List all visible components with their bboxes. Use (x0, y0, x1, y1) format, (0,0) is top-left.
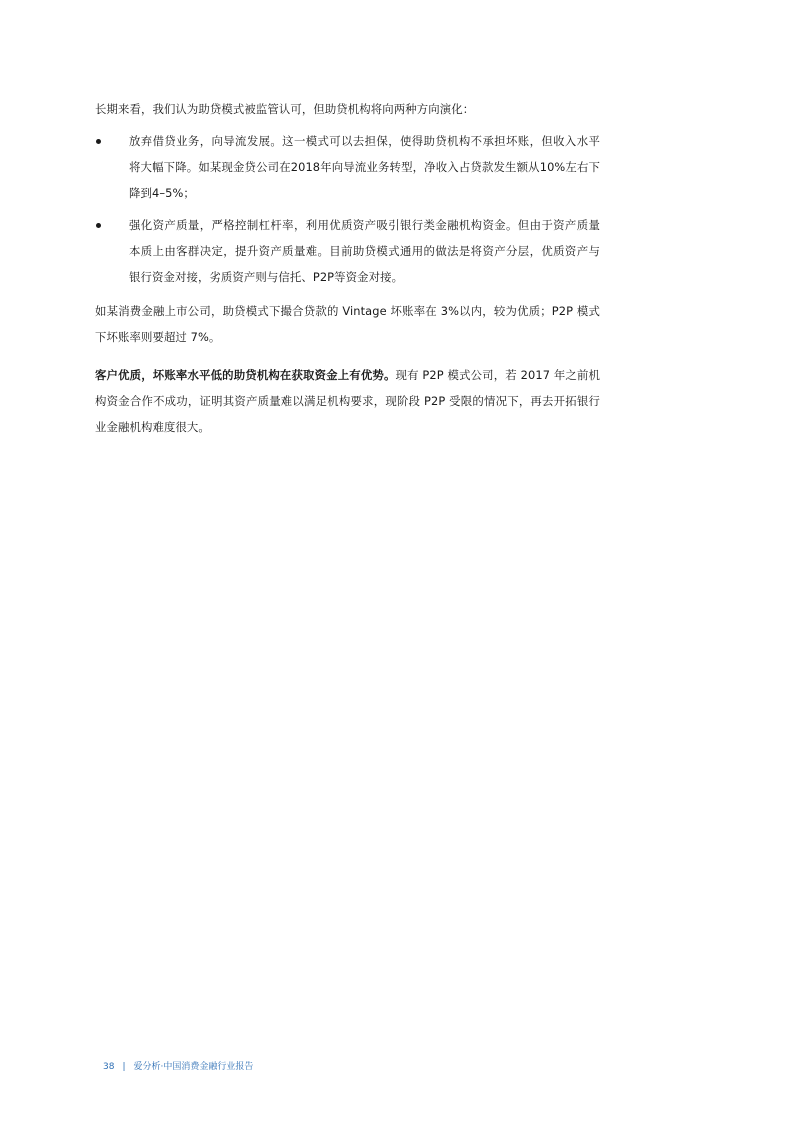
report-title: 爱分析·中国消费金融行业报告 (133, 1062, 254, 1072)
paragraph-rest: 现有 P2P 模式公司，若 2017 年之前机构资金合作不成功，证明其资产质量难以满足机构要求，现阶段 P2P 受限的情况下，再去开拓银行业金融机构难度很大。 (95, 368, 600, 434)
bullet-text-2: 强化资产质量，严格控制杠杆率，利用优质资产吸引银行类金融机构资金。但由于资产质量本质上由客群决定，提升资产质量难。目前助贷模式通用的做法是将资产分层，优质资产与银行资金对接，劣质资产则与信托、P2P等资金对接。 (129, 218, 600, 284)
bullet-dot-icon (96, 223, 101, 228)
bullet-dot-icon (96, 139, 101, 144)
paragraph-vintage: 如某消费金融上市公司，助贷模式下撮合贷款的 Vintage 坏账率在 3%以内，较为优质；P2P 模式下坏账率则要超过 7%。 (95, 304, 600, 344)
page-number: 38 (103, 1062, 115, 1072)
paragraph-funding-advantage (95, 362, 600, 440)
intro-paragraph: 长期来看，我们认为助贷模式被监管认可，但助贷机构将向两种方向演化： (95, 102, 475, 116)
page-footer (103, 1059, 253, 1072)
bullet-item-1 (95, 128, 600, 206)
footer-separator: | (122, 1062, 126, 1072)
bullet-list (95, 128, 600, 290)
bullet-text-1: 放弃借贷业务，向导流发展。这一模式可以去担保，使得助贷机构不承担坏账，但收入水平将大幅下降。如某现金贷公司在2018年向导流业务转型，净收入占贷款发生额从10%左右下降到4–5%； (129, 134, 600, 200)
bullet-item-2 (95, 212, 600, 290)
document-body (95, 96, 600, 452)
paragraph-lead-bold: 客户优质，坏账率水平低的助贷机构在获取资金上有优势。 (95, 368, 396, 382)
